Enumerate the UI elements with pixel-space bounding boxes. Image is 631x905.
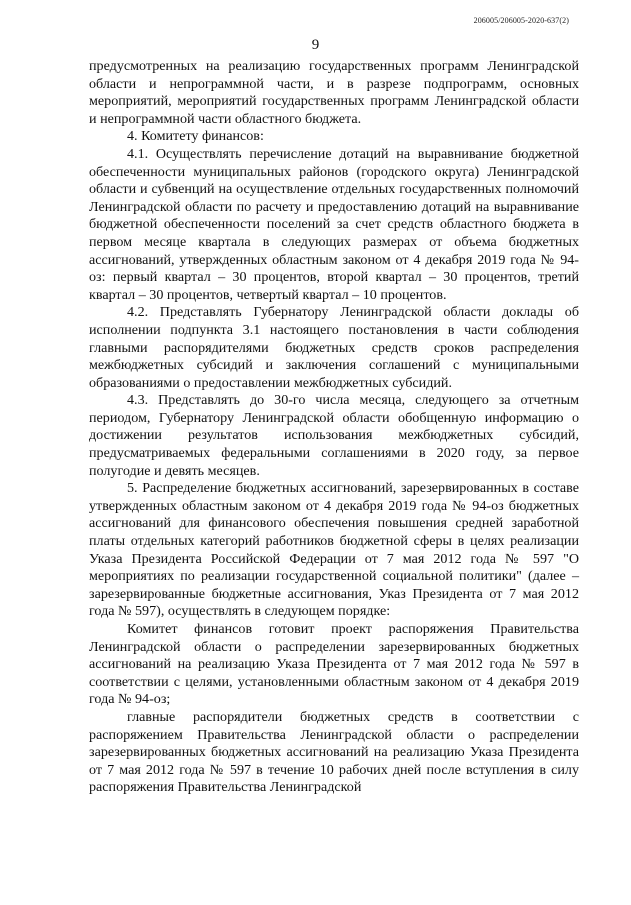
page-number: 9	[311, 37, 320, 53]
paragraph-4-3: 4.3. Представлять до 30-го числа месяца, следующего за отчетным периодом, Губернатору Ленинградской области обобщенную информацию о достижении результатов использования межбюджетных субсидий, предусматриваемых федеральными соглашениями в 2020 году, за первое полугодие и девять месяцев.	[89, 392, 579, 479]
document-body	[89, 58, 579, 797]
document-registration-code: 206005/206005-2020-637(2)	[473, 16, 569, 25]
paragraph-5-budget-managers: главные распорядители бюджетных средств в соответствии с распоряжением Правительства Ленинградской области о распределении зарезервированных бюджетных ассигнований на реализацию Указа Президента от 7 мая 2012 года № 597 в течение 10 рабочих дней после вступления в силу распоряжения Правительства Ленинградской	[89, 708, 579, 796]
paragraph-4-1: 4.1. Осуществлять перечисление дотаций на выравнивание бюджетной обеспеченности муниципальных районов (городского округа) Ленинградской области и субвенций на осуществление отдельных государственных полномочий Ленинградской области по расчету и предоставлению дотаций на выравнивание бюджетной обеспеченности поселений за счет средств областного бюджета в первом месяце квартала в следующих размерах от объема бюджетных ассигнований, утвержденных областным законом от 4 декабря 2019 года № 94-оз: первый квартал – 30 процентов, второй квартал – 30 процентов, третий квартал – 30 процентов, четвертый квартал – 10 процентов.	[89, 145, 579, 303]
paragraph-4-2: 4.2. Представлять Губернатору Ленинградской области доклады об исполнении подпункта 3.1 настоящего постановления в части соблюдения главными распорядителями бюджетных средств сроков распределения межбюджетных субсидий и заключения соглашений с муниципальными образованиями о предоставлении межбюджетных субсидий.	[89, 304, 579, 391]
paragraph-continuation: предусмотренных на реализацию государственных программ Ленинградской области и непрограммной части, и в разрезе подпрограмм, основных мероприятий, мероприятий государственных программ Ленинградской области и непрограммной части областного бюджета.	[89, 58, 579, 127]
paragraph-5: 5. Распределение бюджетных ассигнований, зарезервированных в составе утвержденных областным законом от 4 декабря 2019 года № 94-оз бюджетных ассигнований для финансового обеспечения повышения средней заработной платы отдельных категорий работников бюджетной сферы в целях реализации Указа Президента Российской Федерации от 7 мая 2012 года № 597 "О мероприятиях по реализации государственной социальной политики" (далее – зарезервированные бюджетные ассигнования, Указ Президента от 7 мая 2012 года № 597), осуществлять в следующем порядке:	[89, 480, 579, 620]
paragraph-5-finance-committee: Комитет финансов готовит проект распоряжения Правительства Ленинградской области о распределении зарезервированных бюджетных ассигнований на реализацию Указа Президента от 7 мая 2012 года № 597 в соответствии с целями, установленными областным законом от 4 декабря 2019 года № 94-оз;	[89, 621, 579, 708]
paragraph-section-4-heading: 4. Комитету финансов:	[127, 128, 264, 145]
